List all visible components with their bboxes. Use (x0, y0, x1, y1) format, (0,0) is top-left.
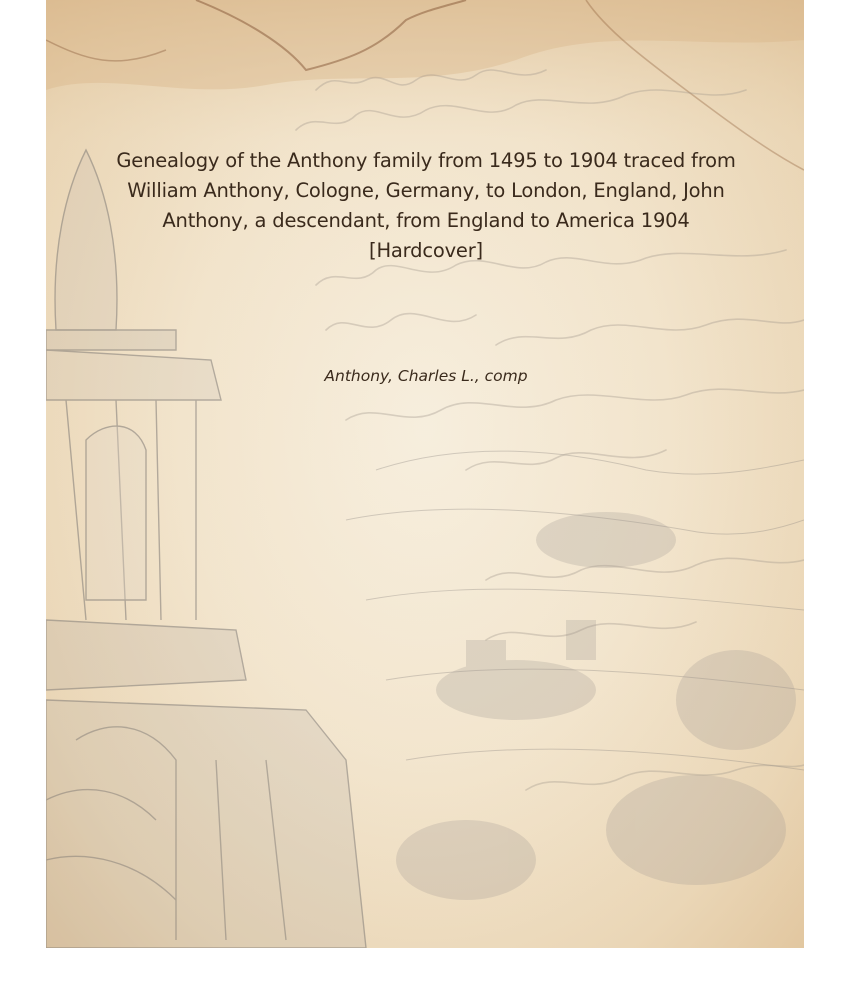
book-cover (46, 0, 804, 948)
book-title: Genealogy of the Anthony family from 1495 to 1904 traced from William Anthony, Cologne, Germany, to London, England, John Anthony, a descendant, from England to America 1904 [Hardcover] (116, 149, 736, 262)
book-author: Anthony, Charles L., comp (324, 367, 528, 385)
engraving-illustration (46, 0, 804, 948)
